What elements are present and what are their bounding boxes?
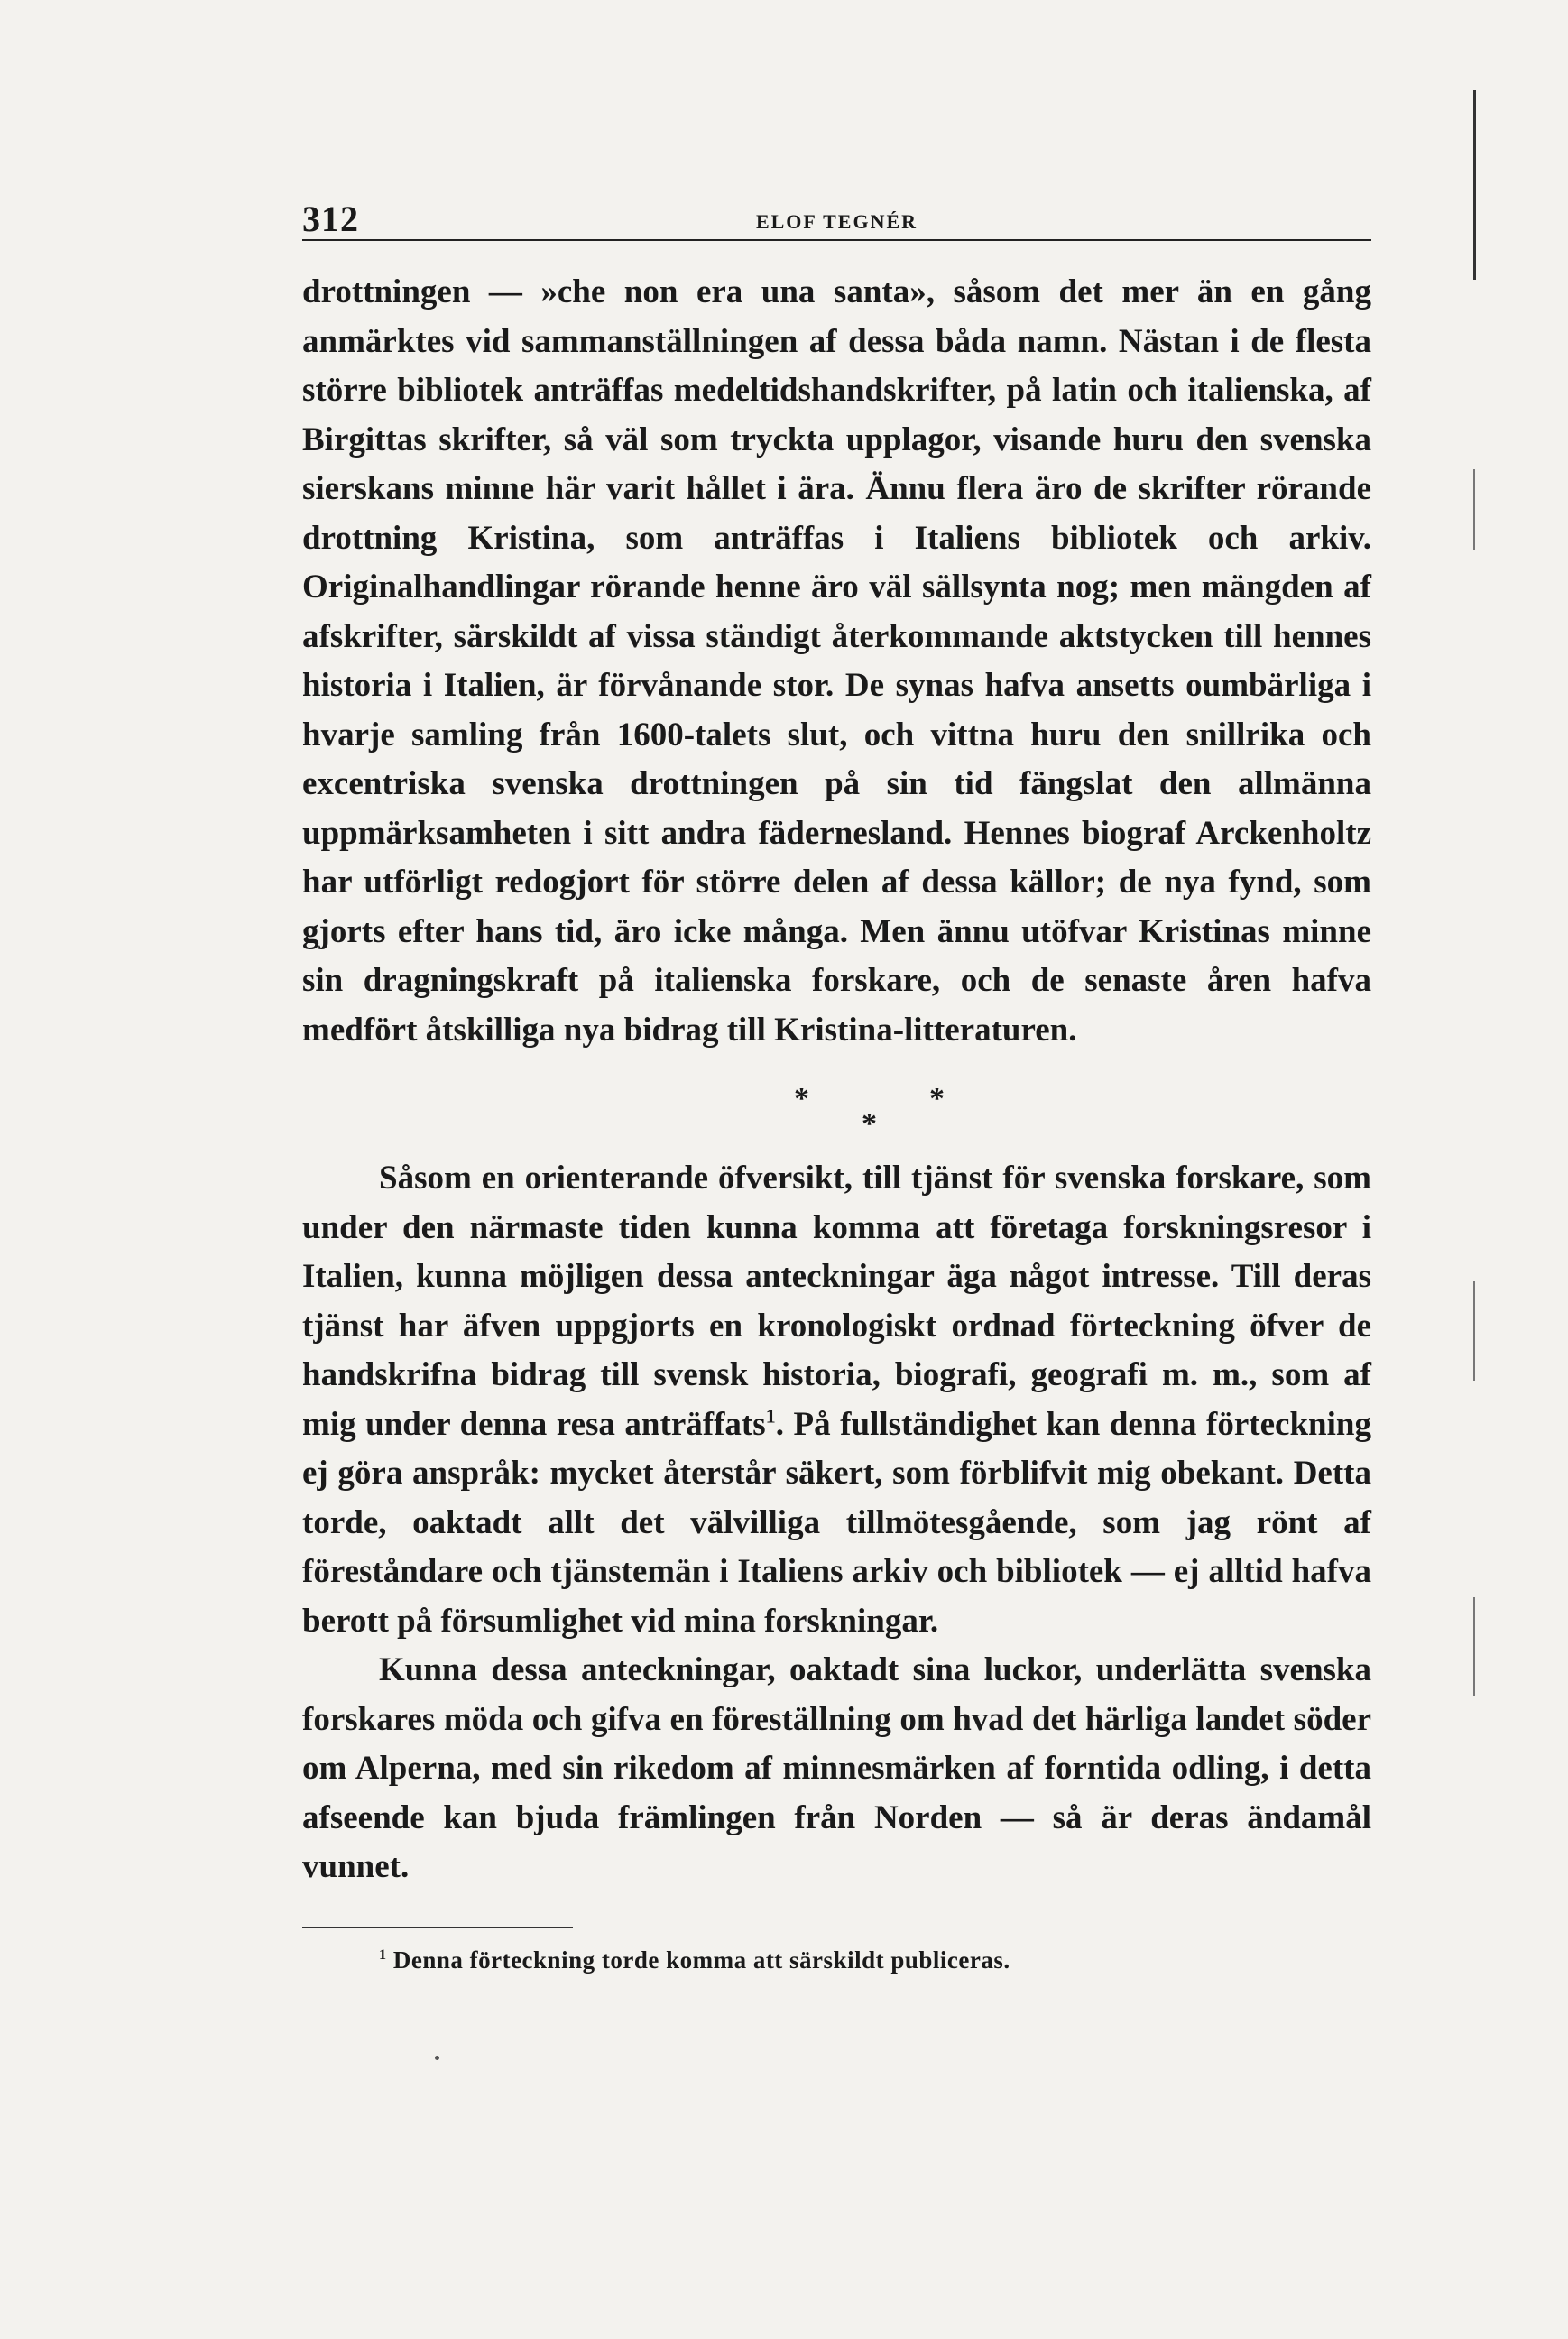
footnote	[302, 1946, 1371, 1974]
margin-line	[1473, 1281, 1475, 1381]
margin-line	[1473, 469, 1475, 550]
paragraph-2-text-continued: . På fullständighet kan denna förteckning ej göra anspråk: mycket återstår säkert, som förblifvit mig obekant. Detta torde, oaktadt allt det välvilliga tillmötesgående, som jag rönt af föreståndare och tjänstemän i Italiens arkiv och bibliotek — ej alltid hafva berott på försumlighet vid mina forskningar.	[302, 1405, 1371, 1640]
asterism-star: *	[862, 1107, 877, 1141]
footnote-divider	[302, 1927, 573, 1928]
asterism-star: *	[794, 1082, 809, 1115]
paragraph-2-text: Såsom en orienterande öfversikt, till tjänst för svenska forskare, som under den närmaste tiden kunna komma att företaga forskningsresor i Italien, kunna möjligen dessa anteckningar äga något intresse. Till deras tjänst har äfven uppgjorts en kronologiskt ordnad förteckning öfver de handskrifna bidrag till svensk historia, biografi, geografi m. m., som af mig under denna resa anträffats	[302, 1160, 1371, 1443]
body-text	[302, 268, 1371, 1892]
asterism-star: *	[929, 1082, 945, 1115]
margin-line	[1473, 90, 1476, 280]
page-number: 312	[302, 199, 359, 239]
running-head: ELOF TEGNÉR	[755, 210, 918, 233]
book-page	[302, 185, 1371, 1974]
paragraph-2	[302, 1154, 1371, 1646]
footnote-text: Denna förteckning torde komma att särskildt publiceras.	[386, 1946, 1010, 1974]
asterism	[302, 1055, 1371, 1154]
paragraph-3: Kunna dessa anteckningar, oaktadt sina luckor, underlätta svenska forskares möda och gifva en föreställning om hvad det härliga landet söder om Alperna, med sin rikedom af minnesmärken af forntida odling, i detta afseende kan bjuda främlingen från Norden — så är deras ändamål vunnet.	[302, 1651, 1371, 1885]
ink-speck	[435, 2056, 439, 2060]
margin-line	[1473, 1597, 1475, 1696]
page-header	[302, 185, 1371, 241]
footnote-marker: 1	[379, 1946, 387, 1963]
paragraph-1: drottningen — »che non era una santa», såsom det mer än en gång anmärktes vid sammanställningen af dessa båda namn. Nästan i de flesta större bibliotek anträffas medeltidshandskrifter, på latin och italienska, af Birgittas skrifter, så väl som tryckta upplagor, visande huru den svenska sierskans minne här varit hållet i ära. Ännu flera äro de skrifter rörande drottning Kristina, som anträffas i Italiens bibliotek och arkiv. Originalhandlingar rörande henne äro väl sällsynta nog; men mängden af afskrifter, särskildt af vissa ständigt återkommande aktstycken till hennes historia i Italien, är förvånande stor. De synas hafva ansetts oumbärliga i hvarje samling från 1600-talets slut, och vittna huru den snillrika och excentriska svenska drottningen på sin tid fängslat den allmänna uppmärksamheten i sitt andra fädernesland. Hennes biograf Arckenholtz har utförligt redogjort för större delen af dessa källor; de nya fynd, som gjorts efter hans tid, äro icke många. Men ännu utöfvar Kristinas minne sin dragningskraft på italienska forskare, och de senaste åren hafva medfört åtskilliga nya bidrag till Kristina-litteraturen.	[302, 273, 1371, 1049]
footnote-reference: 1	[765, 1404, 776, 1428]
